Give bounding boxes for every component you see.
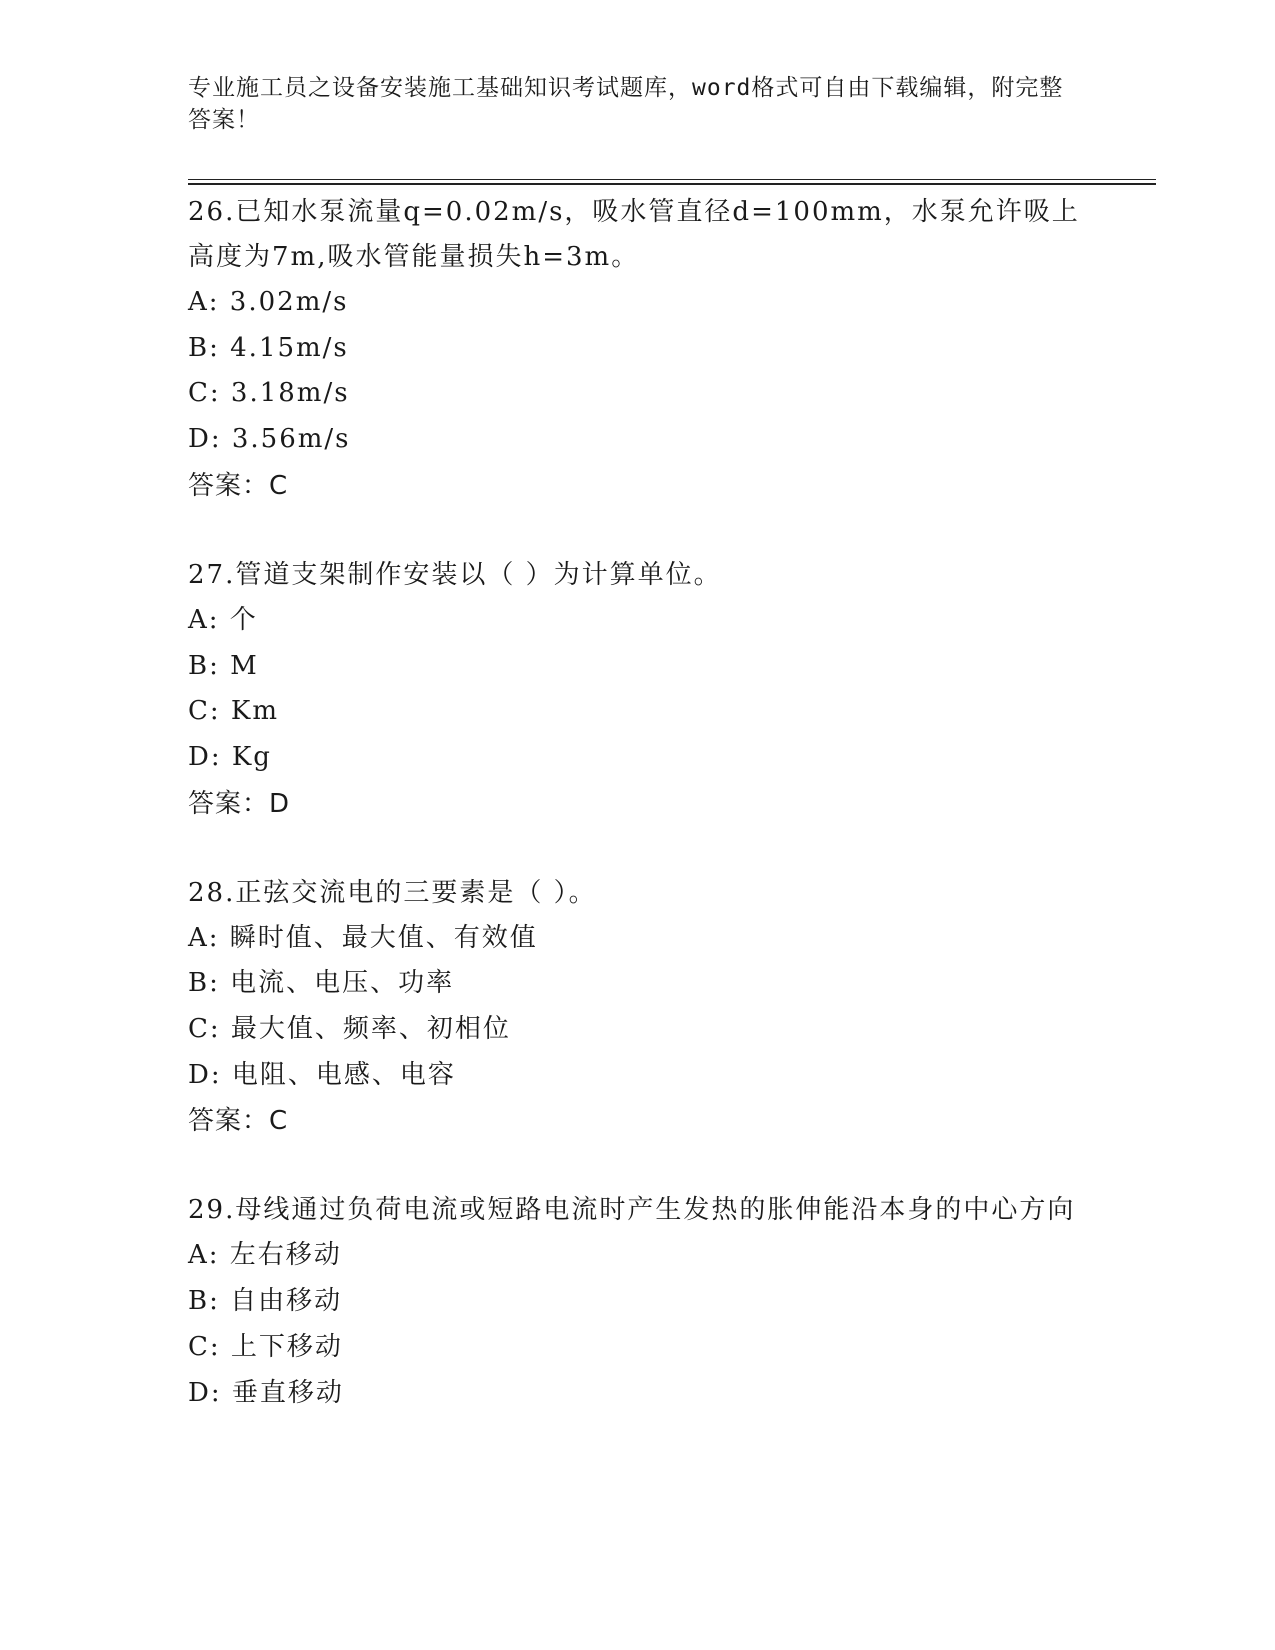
option-c: C: 最大值、频率、初相位 — [188, 1014, 511, 1045]
question-stem: 29.母线通过负荷电流或短路电流时产生发热的胀伸能沿本身的中心方向 — [188, 1195, 1076, 1226]
question-29 — [188, 1188, 1088, 1416]
document-header: 专业施工员之设备安装施工基础知识考试题库，word格式可自由下载编辑，附完整答案！ — [188, 75, 1064, 133]
answer-label: 答案：C — [188, 470, 289, 501]
option-a: A: 3.02m/s — [188, 287, 349, 317]
question-stem: 27.管道支架制作安装以（ ）为计算单位。 — [188, 559, 722, 590]
option-d: D: 垂直移动 — [188, 1377, 344, 1408]
option-a: A: 瞬时值、最大值、有效值 — [188, 922, 538, 953]
header-divider-thick — [188, 183, 1156, 185]
question-stem: 28.正弦交流电的三要素是（ ）。 — [188, 877, 597, 908]
question-stem: 26.已知水泵流量q=0.02m/s，吸水管直径d=100mm，水泵允许吸上高度为7m,吸水管能量损失h=3m。 — [188, 197, 1080, 272]
option-d: D: 3.56m/s — [188, 424, 351, 455]
answer-label: 答案：C — [188, 1106, 289, 1137]
option-c: C: Km — [188, 696, 279, 727]
option-b: B: 电流、电压、功率 — [188, 968, 455, 999]
answer-label: 答案：D — [188, 788, 291, 819]
question-28 — [188, 871, 1088, 1145]
option-b: B: 自由移动 — [188, 1286, 343, 1317]
option-c: C: 上下移动 — [188, 1331, 343, 1362]
option-b: B: 4.15m/s — [188, 332, 349, 363]
option-b: B: M — [188, 650, 259, 681]
question-list — [188, 190, 1088, 1460]
option-a: A: 左右移动 — [188, 1240, 342, 1271]
option-a: A: 个 — [188, 604, 258, 635]
option-d: D: Kg — [188, 741, 272, 772]
option-c: C: 3.18m/s — [188, 378, 350, 409]
question-27 — [188, 553, 1088, 827]
header-divider-thin — [188, 179, 1156, 180]
option-d: D: 电阻、电感、电容 — [188, 1059, 456, 1090]
question-26 — [188, 190, 1088, 509]
